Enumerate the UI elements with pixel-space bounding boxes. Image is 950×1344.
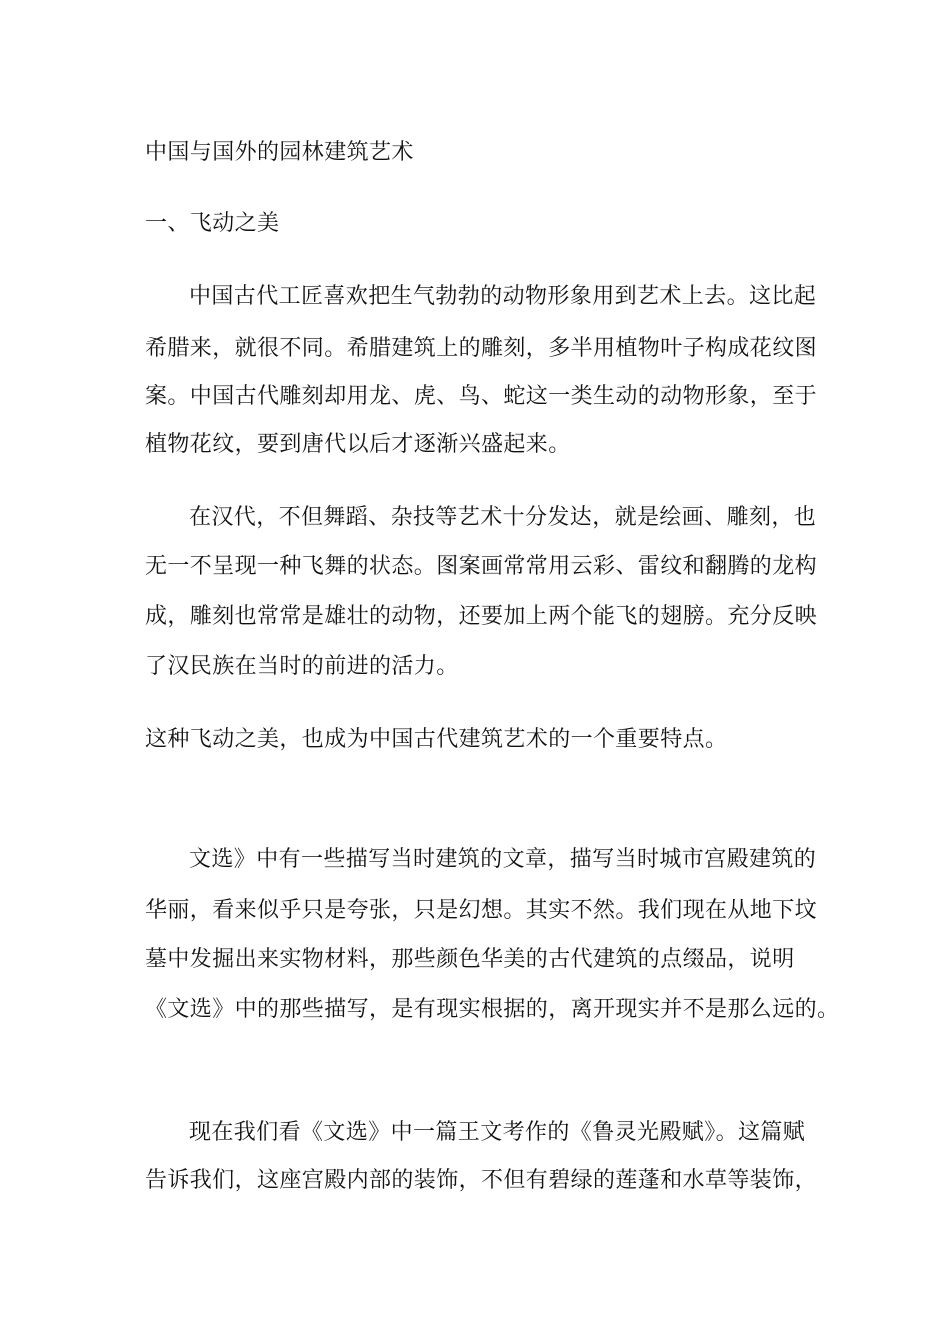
paragraph-line: 现在我们看《文选》中一篇王文考作的《鲁灵光殿赋》。这篇赋 xyxy=(189,1120,806,1145)
paragraph-line: 华丽，看来似乎只是夸张，只是幻想。其实不然。我们现在从地下坟 xyxy=(145,898,818,923)
paragraph-line: 无一不呈现一种飞舞的状态。图案画常常用云彩、雷纹和翻腾的龙构 xyxy=(145,554,818,579)
paragraph-line: 植物花纹，要到唐代以后才逐渐兴盛起来。 xyxy=(145,432,571,457)
paragraph-line: 中国古代工匠喜欢把生气勃勃的动物形象用到艺术上去。这比起 xyxy=(189,284,817,309)
section-heading: 一、飞动之美 xyxy=(145,211,280,236)
paragraph-line: 成，雕刻也常常是雄壮的动物，还要加上两个能飞的翅膀。充分反映 xyxy=(145,604,818,629)
paragraph-line: 了汉民族在当时的前进的活力。 xyxy=(145,654,459,679)
paragraph-line: 墓中发掘出来实物材料，那些颜色华美的古代建筑的点缀品，说明 xyxy=(145,947,795,972)
paragraph-line: 这种飞动之美，也成为中国古代建筑艺术的一个重要特点。 xyxy=(145,727,728,752)
document-title: 中国与国外的园林建筑艺术 xyxy=(145,140,414,165)
paragraph-line: 在汉代，不但舞蹈、杂技等艺术十分发达，就是绘画、雕刻，也 xyxy=(189,505,817,530)
paragraph-line: 《文选》中的那些描写，是有现实根据的，离开现实并不是那么远的。 xyxy=(145,997,840,1022)
paragraph-line: 案。中国古代雕刻却用龙、虎、鸟、蛇这一类生动的动物形象，至于 xyxy=(145,384,818,409)
paragraph-line: 希腊来，就很不同。希腊建筑上的雕刻，多半用植物叶子构成花纹图 xyxy=(145,336,818,361)
paragraph-line: 文选》中有一些描写当时建筑的文章，描写当时城市宫殿建筑的 xyxy=(189,847,817,872)
paragraph-line: 告诉我们，这座宫殿内部的装饰，不但有碧绿的莲蓬和水草等装饰， xyxy=(145,1168,818,1193)
